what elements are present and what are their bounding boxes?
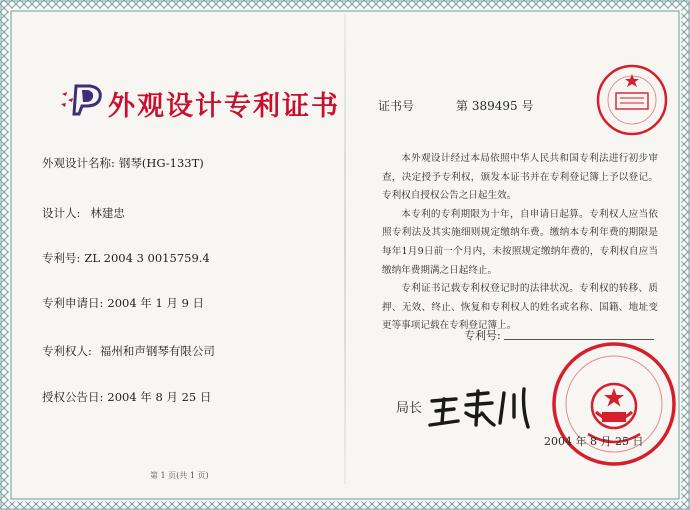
national-ip-office-seal-icon	[548, 338, 680, 470]
patent-number-label: 专利号:	[42, 251, 81, 265]
application-date-value: 2004 年 1 月 9 日	[107, 296, 205, 310]
certificate-number-value: 第 389495 号	[456, 99, 534, 113]
patent-number-field	[42, 250, 210, 266]
certificate-body-text	[382, 150, 658, 336]
designer-value: 林建忠	[90, 206, 125, 220]
patentee-field	[42, 343, 215, 359]
body-paragraph-3: 专利证书记载专利权登记时的法律状况。专利权的转移、质押、无效、终止、恢复和专利权人的姓名或名称、国籍、地址变更等事项记载在专利登记簿上。	[382, 283, 658, 332]
patentee-label: 专利权人:	[42, 344, 92, 358]
issue-date: 2004 年 8 月 25 日	[544, 435, 644, 448]
design-name-value: 钢琴(HG-133T)	[118, 156, 204, 170]
body-paragraph-1: 本外观设计经过本局依照中华人民共和国专利法进行初步审查，决定授予专利权，颁发本证书并在专利登记簿上予以登记。专利权自授权公告之日起生效。	[382, 153, 658, 202]
designer-field	[42, 205, 125, 221]
certificate-title: 外观设计专利证书	[108, 91, 340, 122]
design-name-field	[42, 155, 204, 171]
design-name-label: 外观设计名称:	[42, 156, 115, 170]
certificate-number-label: 证书号	[378, 99, 415, 113]
grant-date-value: 2004 年 8 月 25 日	[107, 390, 212, 404]
page-footer: 第 1 页(共 1 页)	[150, 471, 209, 480]
patent-number-line-label: 专利号:	[464, 329, 501, 342]
designer-label: 设计人:	[42, 206, 81, 220]
application-date-field	[42, 295, 204, 311]
grant-date-field	[42, 389, 211, 405]
director-signature-icon	[422, 383, 532, 433]
patentee-value: 福州和声钢琴有限公司	[99, 344, 215, 358]
application-date-label: 专利申请日:	[42, 296, 104, 310]
agency-seal-icon	[592, 60, 672, 140]
director-label: 局长	[396, 401, 423, 416]
patent-number-value: ZL 2004 3 0015759.4	[84, 251, 210, 265]
patent-office-logo-icon	[60, 82, 108, 116]
fold-line	[344, 14, 346, 484]
body-paragraph-2: 本专利的专利期限为十年，自申请日起算。专利权人应当依照专利法及其实施细则规定缴纳年费。缴纳本专利年费的期限是每年1月9日前一个月内，未按照规定缴纳年费的，专利权自应当缴纳年费期满之日起终止。	[382, 208, 658, 276]
grant-date-label: 授权公告日:	[42, 390, 104, 404]
